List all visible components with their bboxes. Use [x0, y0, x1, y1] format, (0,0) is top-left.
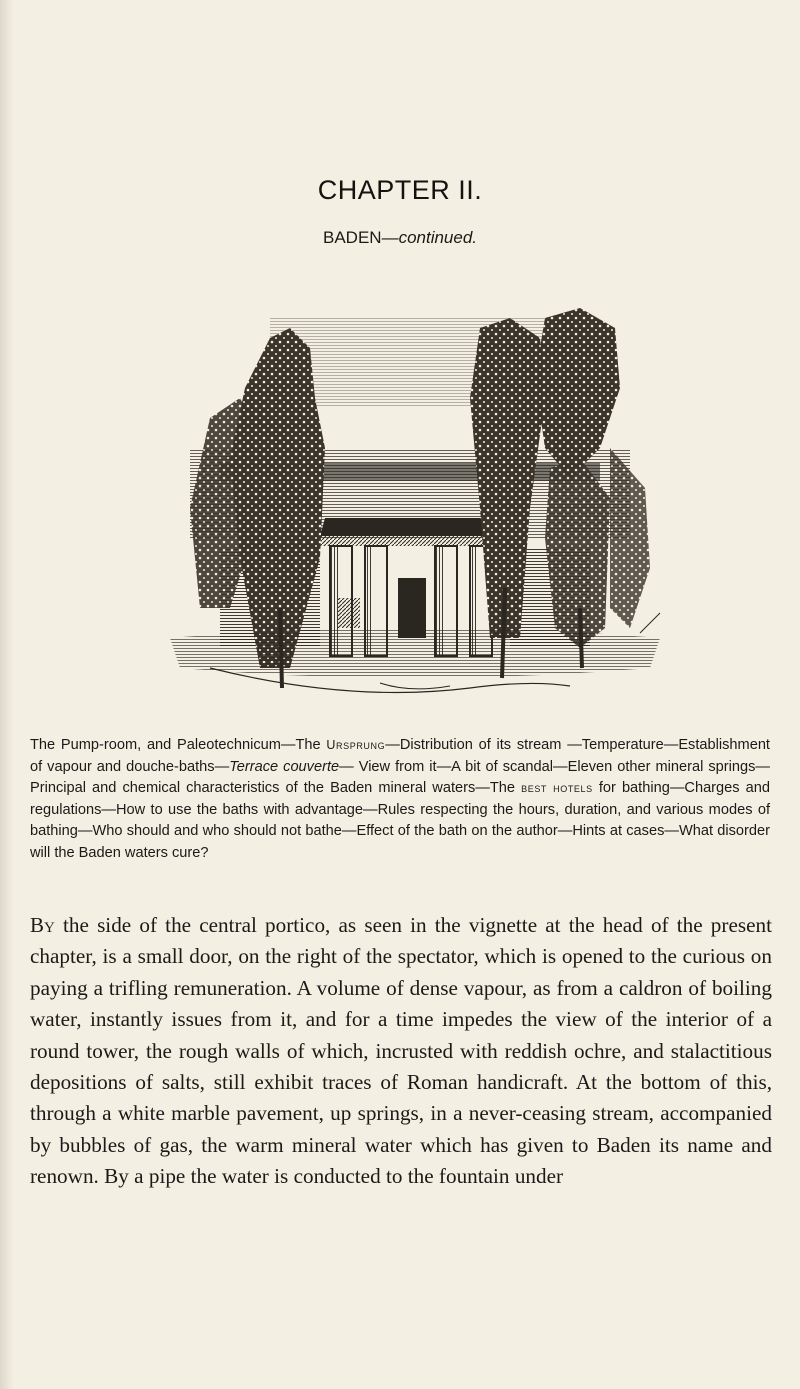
synopsis-best-hotels: best hotels [521, 781, 593, 795]
chapter-subtitle [0, 228, 800, 248]
synopsis-text-3: — View from it—A bit of scandal—Eleven other mineral springs—Principal and chemical characteristics of the Baden mineral waters—The [30, 758, 770, 796]
chapter-synopsis [30, 735, 770, 864]
subtitle-main: BADEN [322, 228, 382, 247]
body-paragraph [30, 910, 772, 1193]
subtitle-continued: —continued. [381, 228, 478, 247]
synopsis-text-1: The Pump-room, and Paleotechnicum—The [30, 737, 327, 753]
synopsis-ursprung: Ursprung [326, 738, 386, 752]
chapter-title: CHAPTER II. [317, 175, 483, 205]
synopsis-terrace: Terrace couverte [229, 758, 340, 775]
body-initial: By [30, 913, 55, 937]
synopsis-text-4: for bathing—Charges and regulations—How to use the baths with advantage—Rules respecting the hours, duration, and various modes of bathing—Who should and who should not bathe—Effect of the bath on the author—Hints at cases—What disorder will the Baden waters cure? [30, 780, 771, 861]
synopsis-text-2: —Distribution of its stream —Temperature—Establishment of vapour and douche-baths— [30, 737, 770, 775]
engraving-pump-room-portico-icon [150, 308, 670, 708]
body-text: the side of the central portico, as seen in the vignette at the head of the present chapter, is a small door, on the right of the spectator, which is opened to the curious on paying a trifling remuneration. A volume of dense vapour, as from a caldron of boiling water, instantly issues from it, and for a time impedes the view of the interior of a round tower, the rough walls of which, incrusted with reddish ochre, and stalactitious depositions of salts, still exhibit traces of Roman handicraft. At the bottom of this, through a white marble pavement, up springs, in a never-ceasing stream, accompanied by bubbles of gas, the warm mineral water which has given to Baden its name and renown. By a pipe the water is conducted to the fountain under [30, 913, 772, 1189]
page-gutter-shadow [0, 0, 14, 1389]
